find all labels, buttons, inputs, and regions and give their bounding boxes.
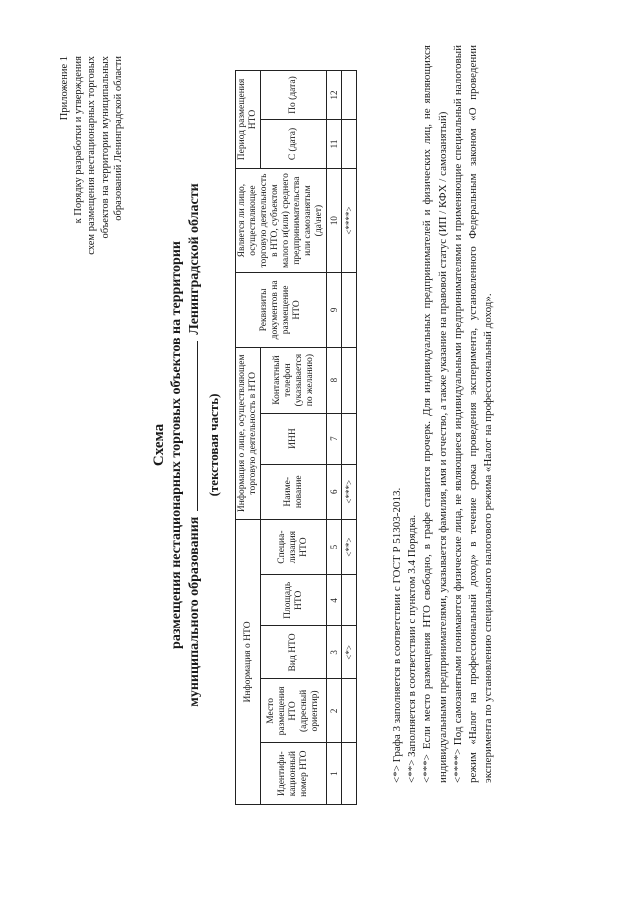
table-cell <box>342 679 357 743</box>
header-id: Идентифи-кационный номер НТО <box>261 743 327 805</box>
table-header-row <box>236 71 261 805</box>
table-cell <box>342 743 357 805</box>
header-date-to: По (дата) <box>261 71 327 120</box>
footnote-marker: <*> <box>342 626 357 679</box>
footnote-marker: <****> <box>342 168 357 272</box>
column-number: 9 <box>327 273 342 347</box>
title-schema: Схема <box>151 423 167 467</box>
column-number: 6 <box>327 464 342 519</box>
table-cell <box>342 413 357 464</box>
column-number: 11 <box>327 120 342 169</box>
appendix-note <box>58 56 126 356</box>
table-number-row <box>327 71 342 805</box>
header-specialization: Специа-лизация НТО <box>261 519 327 574</box>
table-cell <box>342 71 357 120</box>
appendix-line: к Порядку разработки и утверждения <box>72 56 84 224</box>
header-period: Период размещения НТО <box>236 71 261 169</box>
footnote-1: <*> Графа 3 заполняется в соответствии с ГОСТ Р 51303-2013. <box>391 487 403 783</box>
header-documents: Реквизиты документов на размещение НТО <box>236 273 327 347</box>
title-municipality-right: Ленинградской области <box>187 183 202 335</box>
header-type: Вид НТО <box>261 626 327 679</box>
appendix-line: объектов на территории муниципальных <box>99 56 111 239</box>
appendix-line: Приложение 1 <box>59 56 70 121</box>
footnotes <box>390 45 496 805</box>
header-sme-status: Является ли лицо, осуществляющее торговую деятельность в НТО, субъектом малого и(или) среднего предпринимательства или самозанятым (да\нет) <box>236 168 327 272</box>
footnote-2: <**> Заполняется в соответствии с пунктом 3.4 Порядка. <box>406 514 419 783</box>
title-municipality-left: муниципального образования <box>187 516 202 707</box>
title-text-part: (текстовая часть) <box>206 393 221 497</box>
schema-table <box>235 70 357 805</box>
column-number: 12 <box>327 71 342 120</box>
column-number: 7 <box>327 413 342 464</box>
table-cell <box>342 273 357 347</box>
municipality-blank-line <box>185 341 198 511</box>
table-cell <box>342 120 357 169</box>
column-number: 10 <box>327 168 342 272</box>
footnote-3: <***> Если место размещения НТО свободно, в графе ставится прочерк. Для индивидуальных предпринимателей и физических лиц, не являющихся индивидуальными предпринимателями, указывается фамилия, имя и отчество, а также указание на правовой статус (ИП / КФХ / самозанятый) <box>421 45 449 783</box>
table-cell <box>342 347 357 413</box>
column-number: 5 <box>327 519 342 574</box>
footnote-marker: <***> <box>342 464 357 519</box>
table-cell <box>342 575 357 626</box>
table-row <box>342 71 357 805</box>
footnote-marker: <**> <box>342 519 357 574</box>
title-municipality <box>185 105 203 785</box>
appendix-line: схем размещения нестационарных торговых <box>86 56 98 255</box>
appendix-line: образований Ленинградской области <box>113 56 125 221</box>
footnote-4: <****> Под самозанятыми понимаются физические лица, не являющиеся индивидуальными предпринимателями и применяющие специальный налоговый режим «Налог на профессиональный доход» в течение срока проведения эксперимента, установленного Федеральным законом «О проведении эксперимента по установлению специального налогового режима «Налог на профессиональный доход». <box>451 45 495 783</box>
header-date-from: С (дата) <box>261 120 327 169</box>
header-area: Площадь НТО <box>261 575 327 626</box>
header-nto-info: Информация о НТО <box>236 519 261 804</box>
column-number: 4 <box>327 575 342 626</box>
column-number: 3 <box>327 626 342 679</box>
header-phone: Контактный телефон (указывается по желанию) <box>261 347 327 413</box>
header-person-info: Информация о лице, осуществляющем торговую деятельность в НТО <box>236 347 261 519</box>
title-subject: размещения нестационарных торговых объектов на территории <box>169 241 184 649</box>
header-inn: ИНН <box>261 413 327 464</box>
title-block <box>150 105 223 785</box>
header-place: Место размещения НТО (адресный ориентир) <box>261 679 327 743</box>
column-number: 2 <box>327 679 342 743</box>
column-number: 1 <box>327 743 342 805</box>
header-name: Наиме-нование <box>261 464 327 519</box>
column-number: 8 <box>327 347 342 413</box>
